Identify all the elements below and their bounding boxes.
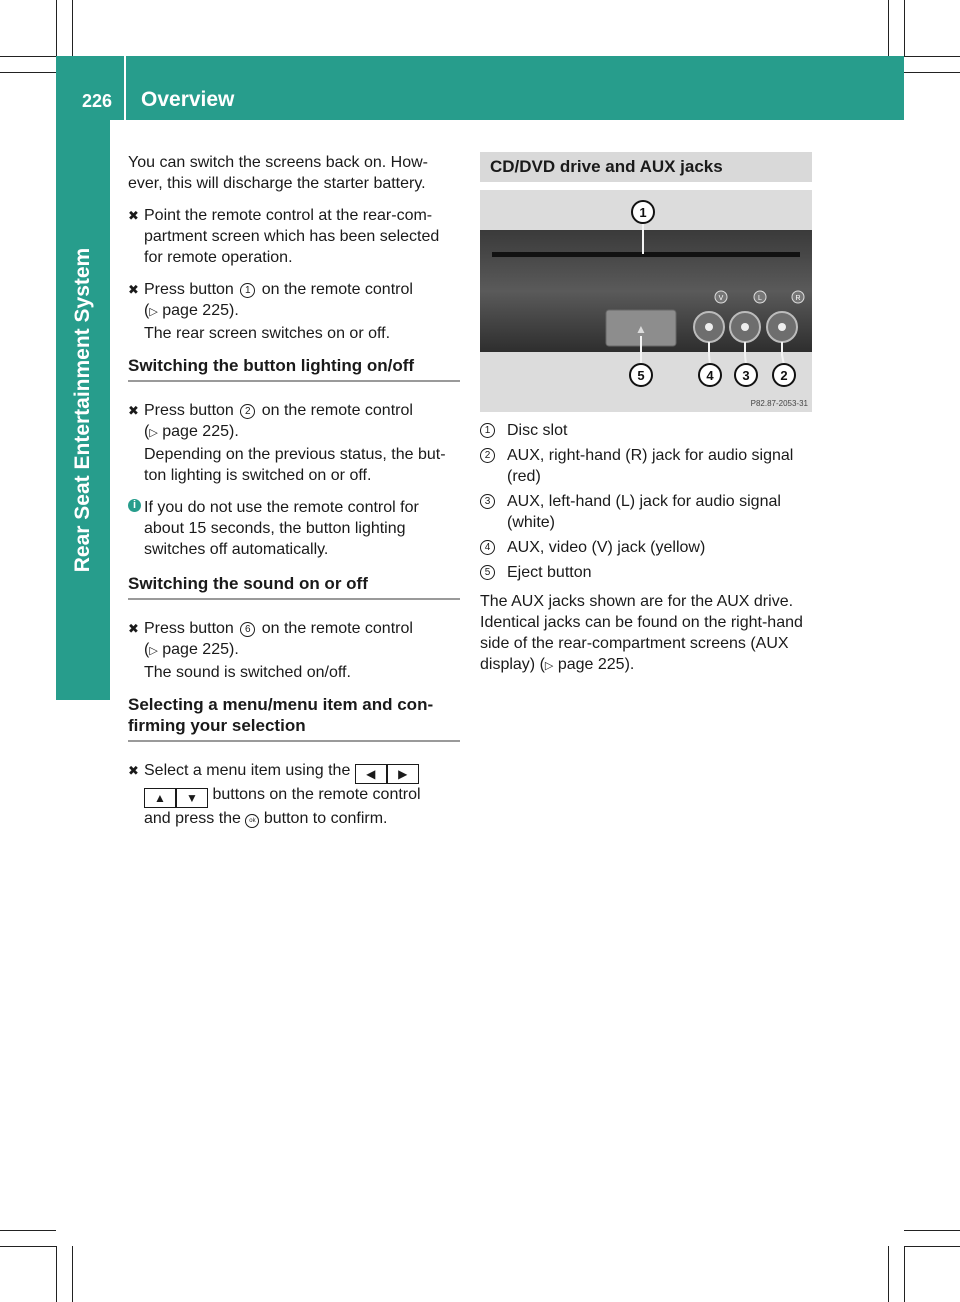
- crop-mark: [72, 0, 73, 56]
- jack-label-l-text: L: [758, 295, 762, 302]
- step-text: Press button: [144, 620, 234, 637]
- step-text: for remote operation.: [144, 249, 293, 266]
- legend-text: (white): [507, 514, 556, 531]
- eject-icon: ▲: [635, 322, 647, 336]
- page-reference-link[interactable]: page 225).: [162, 641, 239, 658]
- legend-item: [480, 537, 812, 558]
- body-paragraph: [480, 591, 812, 677]
- up-arrow-key-icon: ▲: [144, 788, 176, 808]
- callout-number-icon: 1: [240, 283, 255, 298]
- instruction-arrow-icon: ✖: [128, 763, 139, 778]
- callout-3-text: 3: [742, 368, 750, 383]
- step-text: Press button: [144, 402, 234, 419]
- heading-line: Selecting a menu/menu item and con-: [128, 695, 434, 714]
- callout-number-icon: 1: [480, 423, 495, 438]
- crop-mark: [0, 1230, 56, 1231]
- note-text: switches off automatically.: [144, 541, 329, 558]
- jack-hole: [705, 323, 713, 331]
- crop-mark: [904, 1246, 905, 1302]
- step-result: The sound is switched on/off.: [144, 664, 351, 681]
- callout-number-icon: 3: [480, 494, 495, 509]
- ok-button-icon: ok: [245, 814, 259, 828]
- jack-hole: [741, 323, 749, 331]
- instruction-arrow-icon: ✖: [128, 621, 139, 636]
- chapter-tab-label: Rear Seat Entertainment System: [71, 247, 94, 573]
- page-reference-link[interactable]: page 225).: [557, 656, 635, 673]
- section-heading: [128, 694, 460, 742]
- callout-4-text: 4: [706, 368, 714, 383]
- crop-mark: [56, 0, 57, 56]
- callout-number-icon: 4: [480, 540, 495, 555]
- page-ref-arrow-icon: ▷: [149, 306, 158, 318]
- step-text: partment screen which has been selected: [144, 228, 440, 245]
- page-reference-link[interactable]: page 225).: [162, 302, 239, 319]
- left-column: [128, 152, 460, 840]
- right-column: [480, 152, 812, 688]
- instruction-arrow-icon: ✖: [128, 282, 139, 297]
- body-line: Identical jacks can be found on the right-hand: [480, 614, 803, 631]
- header-divider: [124, 56, 126, 120]
- callout-number-icon: 5: [480, 565, 495, 580]
- crop-mark: [904, 1230, 960, 1231]
- callout-1: [632, 201, 654, 223]
- legend-text: AUX, right-hand (R) jack for audio signal: [507, 447, 794, 464]
- jack-hole: [778, 323, 786, 331]
- intro-line: You can switch the screens back on. How-: [128, 154, 429, 171]
- crop-mark: [0, 1246, 56, 1247]
- crop-mark: [904, 56, 960, 57]
- callout-4: [699, 364, 721, 386]
- instruction-step: ✖ Press button 1 on the remote control (▷ page 225). The rear screen switches on or off.: [128, 281, 413, 342]
- down-arrow-key-icon: ▼: [176, 788, 208, 808]
- legend-item: [480, 491, 812, 533]
- info-icon: i: [128, 499, 141, 512]
- instruction-arrow-icon: ✖: [128, 208, 139, 223]
- callout-5-text: 5: [637, 368, 645, 383]
- callout-number-icon: 6: [240, 622, 255, 637]
- section-header-cd-dvd: CD/DVD drive and AUX jacks: [480, 152, 812, 182]
- page-ref-arrow-icon: ▷: [544, 660, 554, 672]
- crop-mark: [56, 1246, 57, 1302]
- legend-text: Disc slot: [507, 422, 568, 439]
- step-result: Depending on the previous status, the but-: [144, 446, 446, 463]
- crop-mark: [72, 1246, 73, 1302]
- section-heading: Switching the sound on or off: [128, 573, 460, 600]
- info-note: [128, 497, 460, 560]
- step-text: Press button: [144, 281, 234, 298]
- crop-mark: [904, 72, 960, 73]
- step-result: ton lighting is switched on or off.: [144, 467, 372, 484]
- legend-item: [480, 562, 812, 583]
- instruction-step: [128, 760, 460, 829]
- callout-1-text: 1: [639, 205, 647, 220]
- instruction-step: ✖ Press button 6 on the remote control (▷ page 225). The sound is switched on/off.: [128, 620, 413, 681]
- legend-item: [480, 445, 812, 487]
- legend-text: Eject button: [507, 564, 592, 581]
- legend-item: [480, 420, 812, 441]
- intro-line: ever, this will discharge the starter battery.: [128, 175, 426, 192]
- note-text: about 15 seconds, the button lighting: [144, 520, 406, 537]
- crop-mark: [904, 0, 905, 56]
- figure-code: P82.87-2053-31: [750, 399, 808, 408]
- intro-paragraph: [128, 152, 460, 194]
- step-text: Point the remote control at the rear-com-: [144, 207, 433, 224]
- legend-text: (red): [507, 468, 541, 485]
- left-arrow-key-icon: ◀: [355, 764, 387, 784]
- disc-slot: [492, 252, 800, 257]
- crop-mark: [888, 0, 889, 56]
- step-text: on the remote control: [261, 281, 413, 298]
- step-text: on the remote control: [261, 620, 413, 637]
- instruction-step: [128, 205, 460, 268]
- body-line: display) (: [480, 656, 545, 673]
- step-text: on the remote control: [261, 402, 413, 419]
- step-text: buttons on the remote control: [212, 786, 421, 803]
- crop-mark: [888, 1246, 889, 1302]
- section-heading: Switching the button lighting on/off: [128, 355, 460, 382]
- callout-3: [735, 364, 757, 386]
- crop-mark: [904, 1246, 960, 1247]
- instruction-step: ✖ Press button 2 on the remote control (▷ page 225). Depending on the previous status, the but- ton lighting is switched on or off.: [128, 402, 446, 484]
- callout-2: [773, 364, 795, 386]
- jack-label-v-text: V: [718, 295, 724, 302]
- page-ref-arrow-icon: ▷: [149, 427, 158, 439]
- body-line: The AUX jacks shown are for the AUX drive.: [480, 593, 794, 610]
- step-result: The rear screen switches on or off.: [144, 325, 391, 342]
- step-text: and press the: [144, 810, 241, 827]
- instruction-arrow-icon: ✖: [128, 403, 139, 418]
- body-line: side of the rear-compartment screens (AUX: [480, 635, 789, 652]
- callout-number-icon: 2: [480, 448, 495, 463]
- page-ref-arrow-icon: ▷: [149, 645, 158, 657]
- crop-mark: [0, 72, 56, 73]
- callout-number-icon: 2: [240, 404, 255, 419]
- page-number: 226: [82, 91, 113, 111]
- legend-text: AUX, left-hand (L) jack for audio signal: [507, 493, 781, 510]
- page-reference-link[interactable]: page 225).: [162, 423, 239, 440]
- legend-text: AUX, video (V) jack (yellow): [507, 539, 706, 556]
- callout-5: [630, 364, 652, 386]
- step-text: button to confirm.: [263, 810, 388, 827]
- page-title: Overview: [141, 88, 235, 111]
- note-text: If you do not use the remote control for: [144, 499, 419, 516]
- callout-2-text: 2: [780, 368, 788, 383]
- cd-dvd-aux-figure: [480, 190, 812, 412]
- step-text: Select a menu item using the: [144, 762, 351, 779]
- crop-mark: [0, 56, 56, 57]
- jack-label-r-text: R: [795, 295, 801, 302]
- right-arrow-key-icon: ▶: [387, 764, 419, 784]
- heading-line: firming your selection: [128, 716, 306, 735]
